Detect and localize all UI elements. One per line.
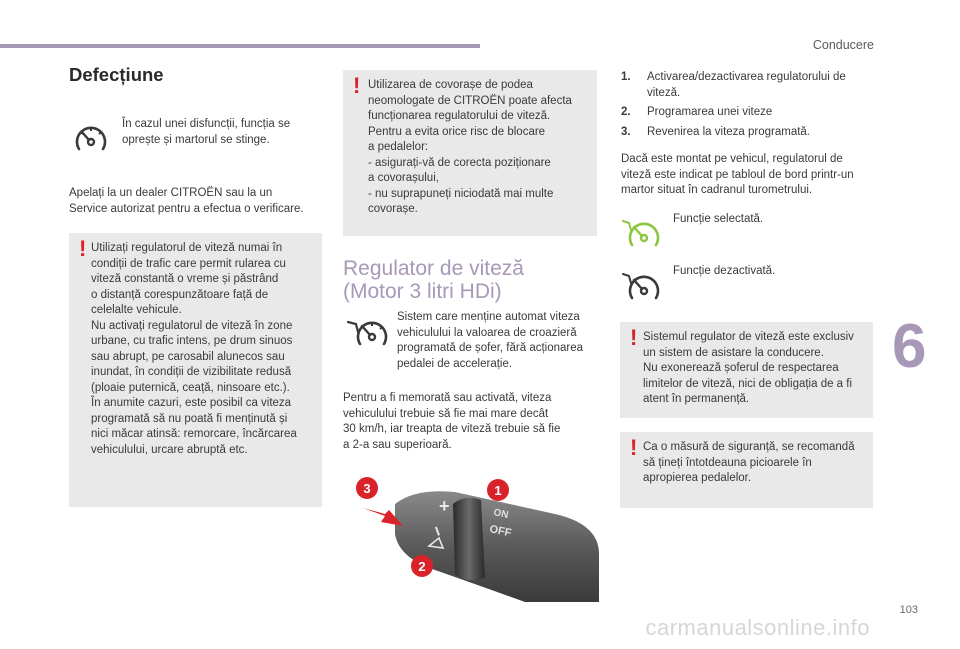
svg-text:+: + [439,496,450,516]
section-title: Conducere [812,38,874,52]
stalk-plus-label [439,496,450,516]
speedometer-fault-icon [72,120,110,158]
list-item: 2. Programarea unei viteze [621,106,773,118]
list-item: 3. Revenirea la viteza programată. [621,125,810,138]
page-number: 103 [899,604,918,616]
svg-text:1: 1 [494,483,502,498]
cruise-control-title: Regulator de viteză (Motor 3 litri HDi) [343,257,524,303]
watermark: carmanualsonline.info [645,615,870,640]
warning-box-floor-mats [343,70,597,236]
cruise-selected-icon [622,215,664,253]
defect-icon-note: În cazul unei disfuncții, funcția se oprește și martorul se stinge. [122,118,291,146]
warning-pedals-text: Ca o măsură de siguranță, se recomandă să țineți întotdeauna picioarele în apropierea pedalelor. [643,441,855,484]
svg-text:ON: ON [492,507,510,522]
warning-box-usage [69,233,322,507]
warning-mark-icon: ! [353,73,361,98]
cruise-control-icon [346,312,392,352]
warning-usage-text: Utilizați regulatorul de viteză numai în condiții de trafic care permit rularea cu viteză constantă o vreme și păstrând o distanță corespunzătoare față de celelalte vehicule. Nu activați regulatorul de viteză în zone urbane, cu trafic intens, pe drum sinuos sau abrupt, pe carosabil alunecos sau inundat, în condiții de vizibilitate redusă (ploaie puternică, ceață, ninsoare etc.). În anumite cazuri, este posibil ca viteza programată să nu poată fi menținută și nici măcar atinsă: remorcare, încărcarea vehiculului, urcare abruptă etc. [91,242,297,456]
warning-box-assist [620,322,873,418]
cruise-paragraph: Pentru a fi memorată sau activată, viteza vehiculului trebuie să fie mai mare decât 30 km/h, iar treapta de viteză trebuie să fie a 2-a sau superioară. [343,392,561,451]
cruise-disabled-icon [622,268,664,306]
warning-box-pedals [620,432,873,508]
list-item: 1. Activarea/dezactivarea regulatorului de viteză. [621,71,846,99]
warning-mark-icon: ! [630,325,638,350]
chapter-tab-number: 6 [892,312,927,381]
cruise-icon-note: Sistem care menține automat viteza vehiculului la valoarea de croazieră programată de șofer, fără acționarea pedalei de accelerație. [397,311,584,370]
function-selected-label: Funcție selectată. [673,213,764,225]
cruise-stalk-figure [355,474,599,602]
warning-floor-mats-text: Utilizarea de covorașe de podea neomologate de CITROËN poate afecta funcționarea regulatorului de viteză. Pentru a evita orice risc de blocare a pedalelor: - asigurați-vă de corecta poziționare a covorașului, - nu suprapuneți niciodată mai multe covorașe. [368,79,572,215]
svg-text:OFF: OFF [488,523,513,540]
warning-assist-text: Sistemul regulator de viteză este exclusiv un sistem de asistare la conducere. Nu exonerează șoferul de respectarea limitelor de viteză, nici de obligația de a fi atent în permanență. [643,331,854,405]
svg-text:2: 2 [418,559,426,574]
stalk-controls-list [621,70,861,144]
svg-text:−: − [426,522,449,540]
heading-defect: Defecțiune [69,64,164,85]
warning-mark-icon: ! [79,236,87,261]
top-accent-bar [0,44,480,48]
dashboard-paragraph: Dacă este montat pe vehicul, regulatorul de viteză este indicat pe tabloul de bord printr-un martor situat în cadranul turometrului. [621,153,854,196]
function-disabled-label: Funcție dezactivată. [673,265,776,277]
svg-text:3: 3 [363,481,371,496]
warning-mark-icon: ! [630,435,638,460]
defect-paragraph: Apelați la un dealer CITROËN sau la un Service autorizat pentru a efectua o verificare. [69,187,304,215]
